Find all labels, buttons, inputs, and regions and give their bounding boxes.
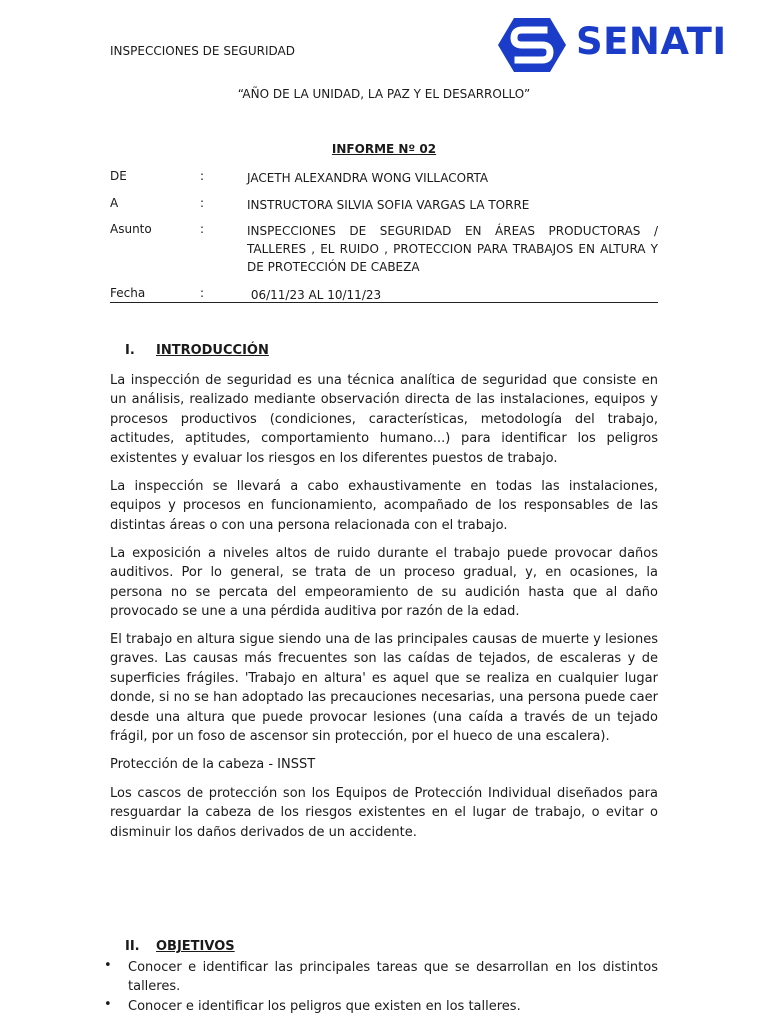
- meta-label: DE: [110, 169, 127, 183]
- meta-value: JACETH ALEXANDRA WONG VILLACORTA: [247, 171, 489, 185]
- meta-value: INSTRUCTORA SILVIA SOFIA VARGAS LA TORRE: [247, 198, 530, 212]
- senati-emblem-icon: [496, 16, 568, 74]
- list-item: Conocer e identificar los peligros que existen en los talleres.: [128, 999, 521, 1014]
- bullet-icon: •: [104, 958, 112, 973]
- meta-value: 06/11/23 AL 10/11/23: [247, 288, 382, 302]
- section-heading: INTRODUCCIÓN: [156, 343, 269, 358]
- meta-colon: :: [200, 222, 205, 236]
- meta-label: Fecha: [110, 286, 146, 300]
- section-heading: OBJETIVOS: [156, 939, 235, 954]
- section-number: I.: [125, 343, 135, 358]
- meta-colon: :: [200, 169, 205, 183]
- intro-paragraph: Los cascos de protección son los Equipos de Protección Individual diseñados para resguardar la cabeza de los riesgos existentes en el lugar de trabajo, o evitar o disminuir los daños derivados de un accidente.: [110, 786, 658, 840]
- intro-paragraph: El trabajo en altura sigue siendo una de las principales causas de muerte y lesiones graves. Las causas más frecuentes son las caídas de tejados, de escaleras y de superficies frágiles. 'Trabajo en altura' es aquel que se realiza en cualquier lugar donde, si no se han adoptado las precauciones necesarias, una persona puede caer desde una altura que puede provocar lesiones (una caída a través de un tejado frágil, por un foso de ascensor sin protección, por el hueco de una escalera).: [110, 632, 658, 745]
- header-divider: [110, 302, 658, 303]
- report-title: INFORME Nº 02: [331, 142, 437, 156]
- intro-paragraph: La inspección de seguridad es una técnica analítica de seguridad que consiste en un análisis, realizado mediante observación directa de las instalaciones, equipos y procesos productivos (condiciones, características, metodología del trabajo, actitudes, aptitudes, comportamiento humano...) para identificar los peligros existentes y evaluar los riesgos en los diferentes puestos de trabajo.: [110, 373, 658, 466]
- bullet-icon: •: [104, 997, 112, 1012]
- intro-paragraph: La exposición a niveles altos de ruido durante el trabajo puede provocar daños auditivos. Por lo general, se trata de un proceso gradual, y, en ocasiones, la persona no se percata del empeoramiento de su audición hasta que al daño provocado se une a una pérdida auditiva por razón de la edad.: [110, 546, 658, 620]
- meta-colon: :: [200, 196, 205, 210]
- header-title: INSPECCIONES DE SEGURIDAD: [110, 44, 295, 58]
- senati-logo: [496, 16, 726, 74]
- section-title-introduccion: [125, 343, 269, 358]
- logo-wordmark: SENATI: [576, 20, 727, 63]
- intro-paragraph: La inspección se llevará a cabo exhaustivamente en todas las instalaciones, equipos y procesos en funcionamiento, acompañado de los responsables de las distintas áreas o con una persona relacionada con el trabajo.: [110, 479, 658, 533]
- meta-label: A: [110, 196, 119, 210]
- meta-colon: :: [200, 286, 205, 300]
- meta-value: INSPECCIONES DE SEGURIDAD EN ÁREAS PRODUCTORAS / TALLERES , EL RUIDO , PROTECCION PARA TRABAJOS EN ALTURA Y DE PROTECCIÓN DE CABEZA: [247, 224, 658, 274]
- intro-subheading: Protección de la cabeza - INSST: [110, 757, 316, 772]
- section-title-objetivos: [125, 939, 235, 954]
- list-item: Conocer e identificar las principales tareas que se desarrollan en los distintos talleres.: [128, 960, 658, 995]
- meta-label: Asunto: [110, 222, 152, 236]
- year-motto: “AÑO DE LA UNIDAD, LA PAZ Y EL DESARROLLO”: [237, 87, 531, 101]
- section-number: II.: [125, 939, 140, 954]
